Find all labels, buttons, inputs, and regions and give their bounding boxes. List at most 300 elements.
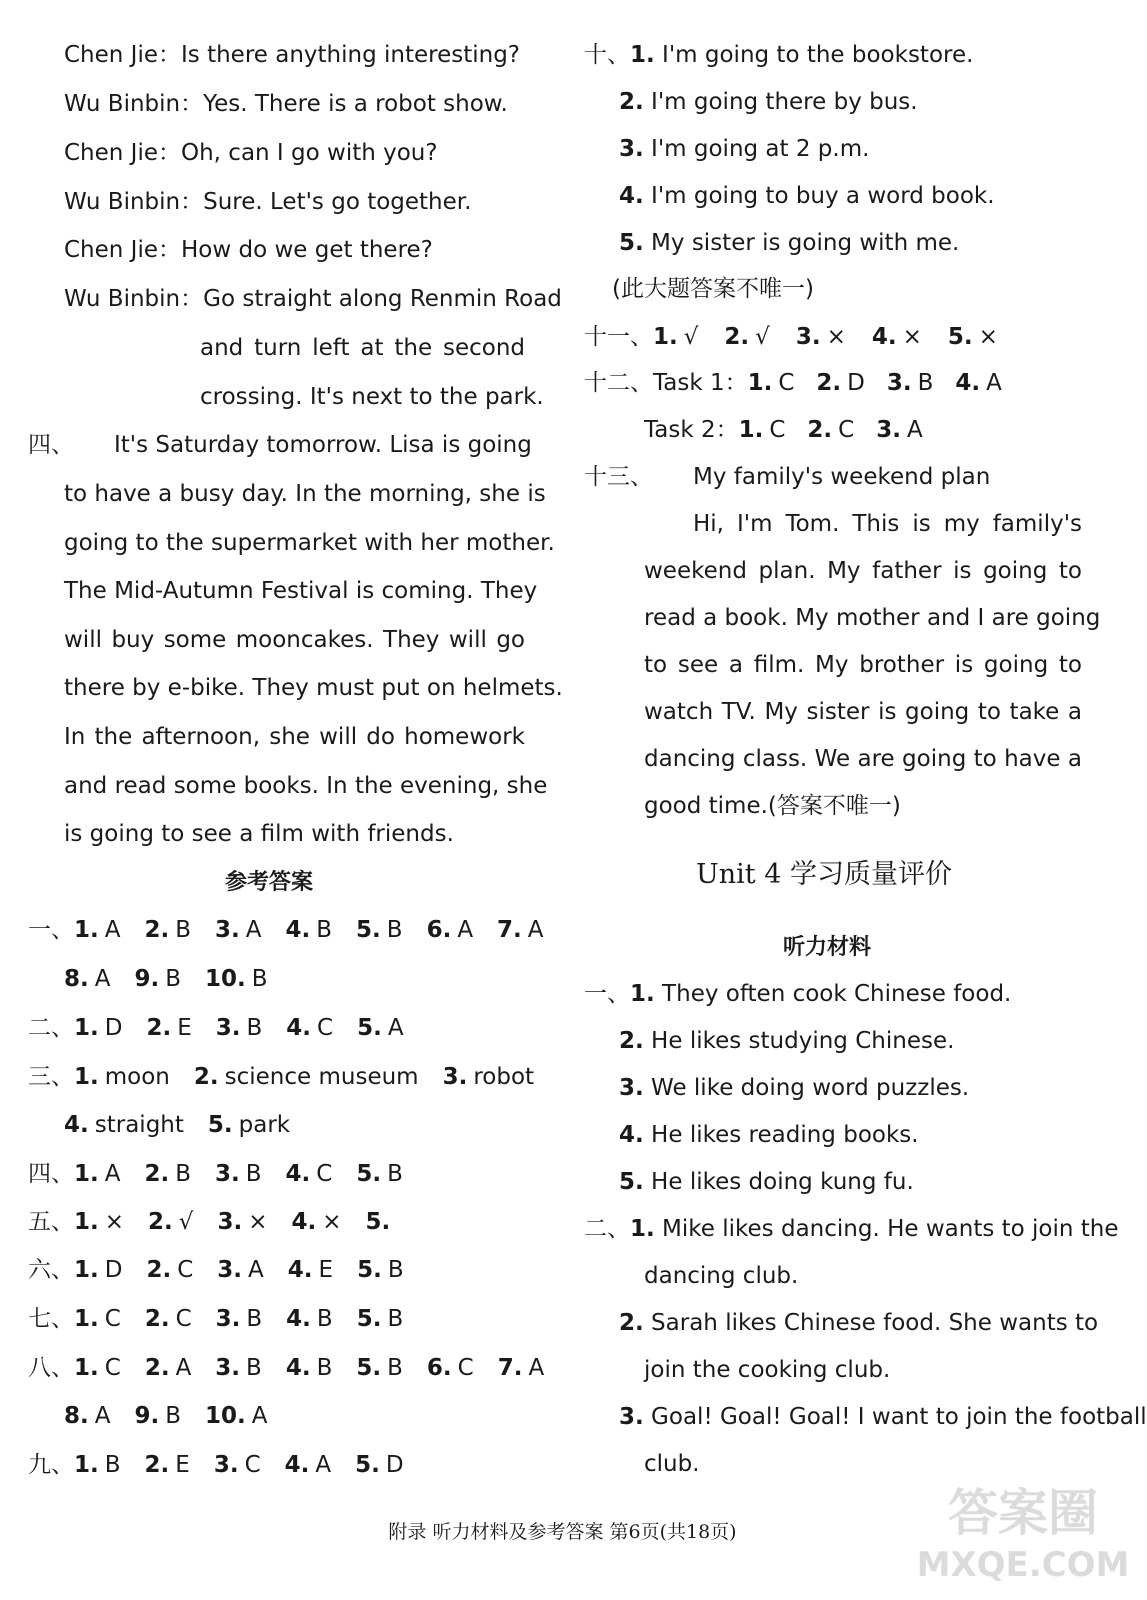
passage-line [114, 430, 532, 460]
listening2-line [619, 1402, 1147, 1432]
item-answer: B [104, 1452, 121, 1478]
dialogue-line [64, 187, 471, 217]
answer-item [64, 966, 110, 992]
item-text: I'm going there by bus. [643, 89, 918, 115]
listening2-line [619, 1308, 1099, 1338]
answer-item [74, 1015, 122, 1041]
answer-item [285, 1452, 331, 1478]
section-label: 四、 [28, 1161, 74, 1187]
answer-item [872, 324, 922, 350]
item-number: 3. [215, 1306, 241, 1332]
item-number: 1. [653, 324, 678, 350]
passage-line [64, 625, 525, 655]
answer-item [357, 1015, 403, 1041]
item-text: dancing club. [644, 1263, 799, 1289]
item-number: 5. [619, 230, 644, 256]
unit-title [696, 860, 952, 890]
answer-item [653, 324, 698, 350]
answer-row [28, 1207, 420, 1237]
passage-line [64, 673, 563, 703]
section-label: 二、 [584, 1216, 630, 1242]
section-label: 九、 [28, 1452, 74, 1478]
item-answer: A [104, 1161, 121, 1187]
essay-line [693, 509, 1082, 539]
dialogue-text: and turn left at the second [200, 335, 525, 361]
item-answer: robot [473, 1064, 535, 1090]
answer-item [796, 324, 846, 350]
item-number: 5. [356, 917, 381, 943]
answer-row [64, 1401, 292, 1431]
task2-row [644, 415, 945, 445]
item-answer: moon [104, 1064, 170, 1090]
section10-line [619, 181, 995, 211]
item-number: 5. [207, 1112, 233, 1138]
item-number: 2. [148, 1209, 173, 1235]
item-answer: × [248, 1209, 268, 1235]
item-answer: C [778, 370, 795, 396]
speaker: Wu Binbin： [64, 286, 204, 312]
item-text: My sister is going with me. [643, 230, 960, 256]
item-number: 3. [442, 1064, 468, 1090]
section-label: 一、 [584, 981, 630, 1007]
item-number: 4. [955, 370, 981, 396]
answer-item [357, 1257, 404, 1283]
answer-item [145, 1355, 191, 1381]
item-number: 3. [215, 917, 240, 943]
answer-item [74, 1306, 121, 1332]
item-answer: A [457, 917, 474, 943]
speaker: Wu Binbin： [64, 91, 204, 117]
essay-title-text: My family's weekend plan [693, 464, 991, 490]
essay-line [644, 744, 1082, 774]
item-text: join the cooking club. [644, 1357, 891, 1383]
answer-item [74, 1209, 124, 1235]
item-number: 10. [205, 1403, 246, 1429]
item-answer: B [246, 1355, 262, 1381]
answer-item [498, 1355, 544, 1381]
item-number: 1. [630, 981, 655, 1007]
item-number: 5. [365, 1209, 391, 1235]
item-number: 2. [144, 1355, 170, 1381]
item-answer: B [387, 1306, 404, 1332]
section10-note [612, 274, 814, 304]
listening1-line [619, 1073, 969, 1103]
speaker: Chen Jie： [64, 237, 181, 263]
item-number: 3. [215, 1355, 241, 1381]
passage-text: to have a busy day. In the morning, she is [64, 481, 546, 507]
answer-item [215, 917, 261, 943]
item-number: 2. [816, 370, 842, 396]
item-answer: C [457, 1355, 474, 1381]
answer-item [74, 917, 120, 943]
item-answer: × [826, 324, 846, 350]
item-answer: B [387, 1355, 403, 1381]
item-number: 1. [74, 917, 99, 943]
item-answer: A [528, 1355, 545, 1381]
item-answer: C [317, 1015, 334, 1041]
section-label: 六、 [28, 1257, 74, 1283]
item-number: 1. [74, 1355, 99, 1381]
speaker: Chen Jie： [64, 140, 181, 166]
essay-text: Hi, I'm Tom. This is my family's [693, 511, 1082, 537]
item-text: Goal! Goal! Goal! I want to join the football [643, 1404, 1147, 1430]
dialogue-line [64, 138, 438, 168]
essay-text: read a book. My mother and I are going [644, 605, 1101, 631]
item-number: 2. [144, 917, 170, 943]
item-answer: A [175, 1355, 192, 1381]
listening1-line [619, 1167, 914, 1197]
item-number: 4. [64, 1112, 89, 1138]
dialogue-line [64, 284, 562, 314]
item-answer: A [251, 1403, 268, 1429]
item-number: 4. [286, 1015, 312, 1041]
item-number: 5. [947, 324, 973, 350]
item-number: 2. [193, 1064, 219, 1090]
item-number: 2. [144, 1452, 170, 1478]
essay-text: dancing class. We are going to have a [644, 746, 1082, 772]
listening1-line [619, 1026, 954, 1056]
section-label: 十、 [584, 42, 630, 68]
item-number: 7. [497, 917, 522, 943]
essay-line [644, 650, 1082, 680]
item-answer: C [244, 1452, 261, 1478]
item-text: I'm going to buy a word book. [643, 183, 995, 209]
item-answer: science museum [224, 1064, 419, 1090]
item-text: He likes doing kung fu. [643, 1169, 914, 1195]
section-label: 七、 [28, 1306, 74, 1332]
watermark-logo [916, 1468, 1130, 1596]
item-number: 3. [217, 1257, 243, 1283]
dialogue-text: Oh, can I go with you? [181, 140, 438, 166]
section-label: 十二、 [584, 370, 653, 396]
item-answer: B [245, 1161, 262, 1187]
answer-item [286, 1355, 333, 1381]
answer-item [748, 370, 795, 396]
item-answer: C [769, 417, 786, 443]
answer-item [217, 1209, 267, 1235]
answer-item [366, 1209, 397, 1235]
section-label-4 [28, 430, 74, 460]
answer-item [144, 917, 191, 943]
passage-text: is going to see a film with friends. [64, 821, 454, 847]
item-answer: D [104, 1257, 123, 1283]
answer-item [146, 1257, 193, 1283]
item-number: 5. [355, 1452, 380, 1478]
task1-row [584, 368, 1024, 398]
item-answer: B [251, 966, 268, 992]
item-number: 5. [357, 1257, 382, 1283]
answer-item [288, 1257, 333, 1283]
dialogue-line [64, 89, 508, 119]
item-number: 8. [64, 1403, 89, 1429]
answer-row [28, 1304, 427, 1334]
item-number: 1. [738, 417, 764, 443]
passage-line [64, 722, 525, 752]
item-number: 9. [134, 966, 160, 992]
answer-item [356, 1355, 403, 1381]
listening1-line [584, 979, 1011, 1009]
answer-item [146, 1015, 191, 1041]
section-label: 三、 [28, 1064, 74, 1090]
passage-line [64, 576, 538, 606]
item-number: 9. [134, 1403, 160, 1429]
passage-text: there by e-bike. They must put on helmets. [64, 675, 563, 701]
dialogue-continuation [200, 333, 525, 363]
section10-line [584, 40, 973, 70]
answer-item [356, 1161, 403, 1187]
item-answer: B [316, 917, 333, 943]
essay-text: weekend plan. My father is going to [644, 558, 1082, 584]
item-number: 3. [795, 324, 821, 350]
dialogue-line [64, 235, 433, 265]
item-answer: E [175, 1452, 190, 1478]
answer-item [134, 1403, 181, 1429]
answer-item [216, 1015, 263, 1041]
listening2-continuation [644, 1449, 700, 1479]
answer-item [807, 417, 854, 443]
answer-item [217, 1257, 263, 1283]
item-number: 3. [619, 136, 644, 162]
item-number: 1. [74, 1015, 99, 1041]
item-number: 4. [284, 1452, 310, 1478]
item-number: 1. [74, 1209, 99, 1235]
section-label: 一、 [28, 917, 74, 943]
speaker: Wu Binbin： [64, 189, 204, 215]
item-answer: C [838, 417, 855, 443]
answer-row [28, 1062, 558, 1092]
item-answer: C [177, 1257, 194, 1283]
item-number: 3. [215, 1015, 241, 1041]
item-answer: B [917, 370, 934, 396]
answer-item [144, 1161, 191, 1187]
essay-line [644, 791, 901, 821]
passage-line [64, 819, 454, 849]
answer-item [427, 1355, 474, 1381]
listening1-line [619, 1120, 919, 1150]
item-number: 1. [74, 1257, 99, 1283]
item-answer: B [246, 1015, 263, 1041]
passage-line [64, 771, 548, 801]
item-number: 8. [64, 966, 89, 992]
item-number: 2. [619, 1028, 644, 1054]
item-answer: D [104, 1015, 123, 1041]
item-number: 5. [357, 1015, 382, 1041]
answer-item [355, 1452, 403, 1478]
item-answer: × [322, 1209, 342, 1235]
item-answer: A [387, 1015, 404, 1041]
item-answer: A [94, 966, 111, 992]
passage-text: It's Saturday tomorrow. Lisa is going [114, 432, 532, 458]
item-number: 2. [619, 89, 644, 115]
answer-item [215, 1355, 262, 1381]
answer-item [74, 1452, 121, 1478]
item-answer: A [527, 917, 544, 943]
item-text: They often cook Chinese food. [654, 981, 1012, 1007]
item-number: 3. [213, 1452, 239, 1478]
answer-item [286, 917, 333, 943]
section10-line [619, 228, 959, 258]
item-answer: C [316, 1161, 333, 1187]
item-number: 4. [287, 1257, 313, 1283]
answer-item [948, 324, 998, 350]
item-number: 7. [497, 1355, 523, 1381]
answer-item [64, 1403, 110, 1429]
item-number: 5. [356, 1161, 382, 1187]
item-text: Mike likes dancing. He wants to join the [654, 1216, 1119, 1242]
item-number: 2. [144, 1306, 170, 1332]
answer-item [134, 966, 181, 992]
listening-heading-text: 听力材料 [783, 934, 872, 960]
item-number: 4. [619, 183, 644, 209]
item-text: He likes reading books. [643, 1122, 919, 1148]
answer-item [74, 1257, 122, 1283]
answer-row [28, 1255, 428, 1285]
item-answer: D [847, 370, 865, 396]
section-label: 二、 [28, 1015, 74, 1041]
dialogue-text: crossing. It's next to the park. [200, 384, 544, 410]
answer-row [64, 1110, 314, 1140]
answer-item [64, 1112, 184, 1138]
watermark-line2: MXQE.COM [916, 1545, 1130, 1585]
item-answer: √ [755, 324, 770, 350]
dialogue-text: How do we get there? [181, 237, 433, 263]
item-answer: C [104, 1306, 121, 1332]
item-answer: A [104, 917, 121, 943]
dialogue-line [64, 40, 520, 70]
item-text: I'm going to the bookstore. [654, 42, 974, 68]
item-answer: D [385, 1452, 404, 1478]
item-number: 1. [74, 1306, 99, 1332]
item-answer: A [315, 1452, 332, 1478]
dialogue-text: Sure. Let's go together. [203, 189, 472, 215]
answer-item [205, 1403, 267, 1429]
item-answer: A [245, 917, 262, 943]
essay-title [693, 462, 990, 492]
dialogue-text: Is there anything interesting? [181, 42, 521, 68]
item-answer: B [165, 1403, 182, 1429]
item-answer: × [978, 324, 998, 350]
item-answer: × [902, 324, 922, 350]
item-number: 4. [871, 324, 897, 350]
item-answer: B [246, 1306, 263, 1332]
item-text: Sarah likes Chinese food. She wants to [643, 1310, 1099, 1336]
answer-item [291, 1209, 341, 1235]
item-answer: A [906, 417, 923, 443]
answer-item [216, 1306, 263, 1332]
item-text: We like doing word puzzles. [643, 1075, 970, 1101]
answer-item [955, 370, 1001, 396]
item-text: club. [644, 1451, 700, 1477]
item-answer: C [175, 1306, 192, 1332]
answer-item [286, 1015, 333, 1041]
item-number: 3. [886, 370, 912, 396]
item-number: 1. [747, 370, 773, 396]
answer-item [357, 1306, 404, 1332]
item-number: 1. [74, 1161, 99, 1187]
answer-item [74, 1161, 120, 1187]
passage-line [64, 528, 555, 558]
answer-item [739, 417, 786, 443]
item-answer: B [165, 966, 182, 992]
answers-heading [225, 867, 313, 897]
answer-item [356, 917, 403, 943]
item-number: 4. [285, 1161, 311, 1187]
task-label: Task 1： [653, 370, 748, 396]
item-number: 3. [619, 1404, 644, 1430]
essay-text: to see a film. My brother is going to [644, 652, 1082, 678]
item-number: 4. [285, 1355, 311, 1381]
section-label: 十一、 [584, 324, 653, 350]
listening-heading [783, 932, 871, 962]
section11-row [584, 322, 1024, 352]
section10-line [619, 134, 869, 164]
item-number: 4. [291, 1209, 317, 1235]
section10-line [619, 87, 918, 117]
item-number: 3. [619, 1075, 644, 1101]
item-number: 3. [217, 1209, 243, 1235]
answer-item [205, 966, 268, 992]
answer-row [28, 1353, 568, 1383]
item-answer: park [238, 1112, 291, 1138]
item-number: 2. [807, 417, 833, 443]
note-text: (此大题答案不唯一) [612, 276, 814, 302]
dialogue-text: Yes. There is a robot show. [203, 91, 508, 117]
item-number: 4. [286, 1306, 311, 1332]
answer-item [145, 1452, 190, 1478]
item-number: 5. [356, 1355, 382, 1381]
answer-row [28, 915, 568, 945]
section-label: 四、 [28, 432, 74, 458]
answer-item [208, 1112, 290, 1138]
essay-line [644, 697, 1082, 727]
answer-item [74, 1355, 121, 1381]
item-number: 3. [876, 417, 901, 443]
answer-row [64, 964, 292, 994]
item-number: 5. [619, 1169, 644, 1195]
item-answer: B [316, 1355, 333, 1381]
speaker: Chen Jie： [64, 42, 181, 68]
page-footer: 附录 听力材料及参考答案 第6页(共18页) [388, 1521, 737, 1543]
item-answer: B [175, 917, 192, 943]
item-answer: B [175, 1161, 192, 1187]
item-number: 2. [619, 1310, 644, 1336]
answer-item [887, 370, 934, 396]
item-answer: B [386, 917, 403, 943]
item-number: 5. [356, 1306, 382, 1332]
section-label: 十三、 [584, 464, 653, 490]
essay-line [644, 603, 1101, 633]
item-answer: √ [683, 324, 699, 350]
essay-line [644, 556, 1082, 586]
item-answer: A [248, 1257, 264, 1283]
item-text: He likes studying Chinese. [643, 1028, 955, 1054]
listening2-line [584, 1214, 1119, 1244]
watermark-line1: 答案圈 [948, 1484, 1098, 1542]
item-number: 2. [144, 1161, 170, 1187]
item-answer: B [316, 1306, 333, 1332]
answer-item [286, 1161, 333, 1187]
answer-item [194, 1064, 419, 1090]
answer-item [74, 1064, 170, 1090]
item-text: I'm going at 2 p.m. [643, 136, 870, 162]
item-answer: E [318, 1257, 334, 1283]
item-number: 2. [146, 1015, 172, 1041]
answers-heading-text: 参考答案 [225, 869, 314, 895]
answer-row [28, 1159, 427, 1189]
passage-text: going to the supermarket with her mother. [64, 530, 555, 556]
item-answer: C [104, 1355, 121, 1381]
answer-item [145, 1306, 192, 1332]
